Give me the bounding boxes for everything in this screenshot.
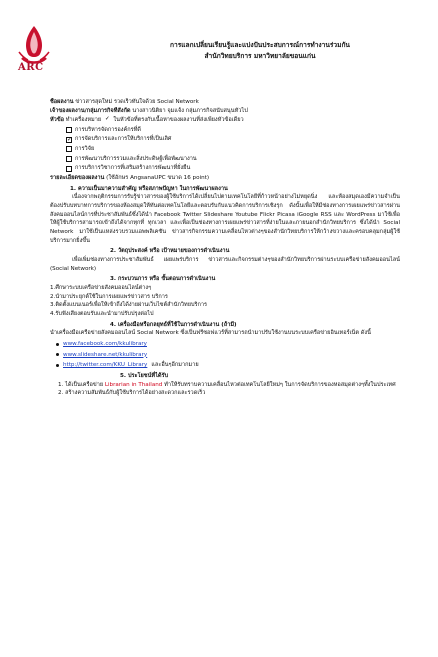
topic-option-label: การจัดบริการและการให้บริการที่เป็นเลิศ xyxy=(75,136,172,143)
benefit-1-pre: 1. ได้เป็นเครือข่าย xyxy=(58,381,105,388)
checkbox[interactable] xyxy=(66,127,72,133)
owner-label: เจ้าของผลงาน/กลุ่มภารกิจที่สังกัด xyxy=(50,107,131,114)
process-step: 1.ศึกษาระบบเครือข่ายสังคมออนไลน์ต่างๆ xyxy=(50,284,152,291)
checkbox[interactable] xyxy=(66,166,72,172)
bullet-icon xyxy=(56,343,59,346)
benefit-1-highlight: Librarian in Thailand xyxy=(104,381,163,388)
checkbox-checked[interactable] xyxy=(66,137,72,143)
work-name-value: ข่าวสารสุดใหม่ รวดเร็วทันใจด้วย Social Network xyxy=(75,99,199,105)
title-line-2: สำนักวิทยบริการ มหาวิทยาลัยขอนแก่น xyxy=(204,52,316,61)
link-suffix: และอื่นๆอีกมากมาย xyxy=(151,362,199,369)
topic-option-label: การบริการวิชาการที่เสริมสร้างการพัฒนาที่ยั่งยืน xyxy=(75,165,191,172)
owner-value: นางสาวนิติยา จุมแจ้ง กลุ่มภารกิจสนับสนุนทั่วไป xyxy=(132,107,248,114)
checkmark-icon: ✓ xyxy=(104,116,110,123)
topic-option[interactable] xyxy=(66,126,400,135)
topic-option-label: การวิจัย xyxy=(75,146,95,153)
section-4-body: นำเครื่องมือเครือข่ายสังคมออนไลน์ Social Network ซึ่งเป็นฟรีซอฟแวร์ที่สามารถนำมาปรับใช้งานบนระบบเครือข่ายอินเทอร์เน็ต ดังนี้ xyxy=(50,330,371,337)
work-name-row xyxy=(50,98,400,107)
topic-label: หัวข้อ xyxy=(50,117,65,124)
logo-text: ARC xyxy=(18,62,44,73)
link-item xyxy=(56,340,400,349)
topic-row xyxy=(50,115,400,124)
process-step: 3.ติดตั้งแบนเนอร์เพื่อให้เข้าถึงได้ง่ายผ่านเว็บไซต์สำนักวิทยบริการ xyxy=(50,302,208,309)
document-title xyxy=(110,40,410,62)
link-item xyxy=(56,351,400,360)
benefit-item-1 xyxy=(50,381,400,390)
checkbox[interactable] xyxy=(66,156,72,162)
section-1-body: เนื่องจากพฤติกรรมการรับรู้ข่าวสารของผู้ใช้บริการได้เปลี่ยนไปตามเทคโนโลยีที่ก้าวหน้าอย่างไม่หยุดนิ่ง และห้องสมุดเองมีความจำเป็นต้องปรับบทบาทการบริการของห้องสมุดให้ทันต่อเทคโนโลยีและตอบรับกับแนวคิดการบริการเชิงรุก ดังนั้นเพื่อให้มีช่องทางการเผยแพร่ข่าวสารผ่านสังคมออนไลน์การที่ประชาสัมพันธ์ซึ่งได้นำ Facebook Twitter Slideshare Youtube Flickr Picasa iGoogle RSS และ WordPress มาใช้เพื่อให้ผู้ใช้บริการสามารถเข้าถึงได้จากทุกที่ ทุกเวลา และเพื่อเป็นช่องทางการเผยแพร่ข่าวสารที่ง่ายในและภายนอกสำนักวิทยบริการ ซึ่งได้นำ Social Network มาใช้เป็นแหล่งรวบรวมแอพพลิเคชัน ข่าวสารกิจกรรมความเคลื่อนไหวต่างๆของสำนักวิทยบริการให้กว้างขวางและครอบคลุมกลุ่มผู้ใช้บริการมากยิ่งขึ้น xyxy=(50,194,400,244)
process-step: 2.นำมาประยุกต์ใช้ในการเผยแพร่ข่าวสาร บริการ xyxy=(50,293,168,300)
document-body xyxy=(50,98,400,398)
section-3-list xyxy=(50,284,400,319)
bullet-icon xyxy=(56,353,59,356)
benefit-item-2: 2. สร้างความสัมพันธ์กับผู้ใช้บริการได้อย่างสะดวกและรวดเร็ว xyxy=(58,390,206,397)
work-name-label: ชื่อผลงาน xyxy=(50,99,74,105)
slideshare-link[interactable]: www.slideshare.net/kkulibrary xyxy=(63,351,148,358)
topic-option[interactable] xyxy=(66,155,400,164)
topic-option-label: การพัฒนาบริการรวมและสิ่งประดิษฐ์เพื่อพัฒนางาน xyxy=(75,155,197,162)
title-line-1: การแลกเปลี่ยนเรียนรู้และแบ่งปันประสบการณ์การทำงานร่วมกัน xyxy=(170,41,350,49)
section-2-title: 2. วัตถุประสงค์ หรือ เป้าหมายของการดำเนินงาน xyxy=(110,248,230,255)
section-4-title: 4. เครื่องมือหรือกลยุทธ์ที่ใช้ในการดำเนินงาน (ถ้ามี) xyxy=(110,321,237,328)
process-step: 4.รับฟังเสียงตอบรับและนำมาปรับปรุงต่อไป xyxy=(50,310,154,317)
link-item xyxy=(56,361,400,370)
topic-instruction: ทำเครื่องหมาย xyxy=(65,117,102,124)
checkbox[interactable] xyxy=(66,146,72,152)
topic-checklist xyxy=(50,126,400,173)
bullet-icon xyxy=(56,364,59,367)
details-row xyxy=(50,174,400,183)
section-5-title: 5. ประโยชน์ที่ได้รับ xyxy=(120,372,169,379)
section-3-title: 3. กระบวนการ หรือ ขั้นตอนการดำเนินงาน xyxy=(110,276,216,283)
details-label: รายละเอียดของผลงาน xyxy=(50,175,105,182)
section-2-body: เพื่อเพิ่มช่องทางการประชาสัมพันธ์ เผยแพร่บริการ ข่าวสารและกิจกรรมต่างๆของสำนักวิทยบริการผ่านระบบเครือข่ายสังคมออนไลน์ (Social Network) xyxy=(50,256,400,272)
facebook-link[interactable]: www.facebook.com/kkulibrary xyxy=(63,340,147,347)
topic-option[interactable] xyxy=(66,164,400,173)
topic-option[interactable] xyxy=(66,135,400,144)
benefit-1-post: ทำให้รับทราบความเคลื่อนไหวต่อเทคโนโลยีใหม่ๆ ในการจัดบริการของหอสมุดต่างๆทั้งในประเทศ xyxy=(162,381,396,388)
twitter-link[interactable]: http://twitter.com/KKU_Library xyxy=(63,362,148,369)
topic-option[interactable] xyxy=(66,145,400,154)
topic-instruction-2: ในหัวข้อที่ตรงกับเนื้อหาของผลงานที่ส่งเพียงหัวข้อเดียว xyxy=(113,117,244,124)
owner-row xyxy=(50,107,400,116)
details-note: (ใช้อักษร AngsanaUPC ขนาด 16 point) xyxy=(106,175,209,182)
topic-option-label: การบริหารจัดการองค์กรที่ดี xyxy=(75,126,141,133)
section-1-title: 1. ความเป็นมาความสำคัญ หรือสภาพปัญหา ในการพัฒนาผลงาน xyxy=(70,185,228,192)
